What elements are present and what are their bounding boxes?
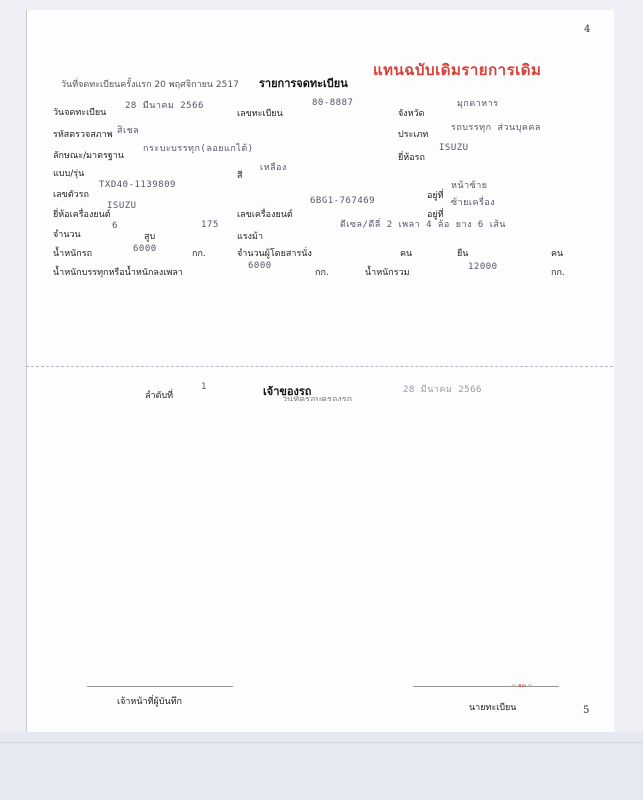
first-registered-date: วันที่จดทะเบียนครั้งแรก 20 พฤศจิกายน 2517 <box>61 80 239 90</box>
fuel-axles-value: ดีเซล/ดีลี่ 2 เพลา 4 ล้อ ยาง 6 เส้น <box>340 220 506 230</box>
owner-title: เจ้าของรถ <box>263 385 312 398</box>
reg-date-label: วันจดทะเบียน <box>53 108 107 118</box>
cylinder-label: สูบ <box>144 232 156 242</box>
province-value: มุกดาหาร <box>457 99 499 109</box>
inspect-code-label: รหัสตรวจสภาพ <box>53 130 113 140</box>
gross-weight-value: 12000 <box>468 262 498 272</box>
page-number-top: 4 <box>584 24 591 35</box>
inspect-code-value: สิเชล <box>117 126 140 136</box>
province-label: จังหวัด <box>398 109 425 119</box>
owner-partial-text: วันที่ครอบครองรถ <box>282 396 353 401</box>
brand-value: ISUZU <box>439 143 469 153</box>
horsepower-label: แรงม้า <box>237 232 264 242</box>
load-label: น้ำหนักบรรทุกหรือน้ำหนักลงเพลา <box>53 268 183 278</box>
char-std-label: ลักษณะ/มาตรฐาน <box>53 151 124 161</box>
owner-date: 28 มีนาคม 2566 <box>403 385 482 395</box>
type-label: ประเภท <box>398 130 429 140</box>
load-value: 6000 <box>248 261 272 271</box>
engine-brand-label: ยี่ห้อเครื่องยนต์ <box>53 210 111 220</box>
engine-location-label: อยู่ที่ <box>427 210 444 220</box>
chassis-location-label: อยู่ที่ <box>427 191 444 201</box>
engine-no-value: 6BG1-767469 <box>310 196 376 206</box>
owner-partial-clip <box>282 396 400 401</box>
brand-label: ยี่ห้อรถ <box>398 153 425 163</box>
replacement-stamp: แทนฉบับเดิมรายการเดิม <box>373 61 542 79</box>
weight-unit: กก. <box>192 249 206 259</box>
gross-weight-unit: กก. <box>551 268 565 278</box>
page-fold-line <box>26 366 613 367</box>
order-value: 1 <box>201 382 207 392</box>
model-label: แบบ/รุ่น <box>53 169 85 179</box>
order-label: ลำดับที่ <box>145 391 174 401</box>
reg-no-value: 80-8887 <box>312 98 354 108</box>
char-std-value: กระบะบรรทุก(ลอยแกไต้) <box>143 144 254 154</box>
count-label: จำนวน <box>53 230 81 240</box>
registrar-mark: ~ ๑๓ ~ <box>511 682 533 689</box>
gross-weight-label: น้ำหนักรวม <box>365 268 410 278</box>
chassis-label: เลขตัวรถ <box>53 190 89 200</box>
registrar-label: นายทะเบียน <box>469 703 517 713</box>
engine-no-label: เลขเครื่องยนต์ <box>237 210 293 220</box>
engine-location-value: ซ้ายเครื่อง <box>451 198 496 208</box>
load-unit: กก. <box>315 268 329 278</box>
reg-date-value: 28 มีนาคม 2566 <box>125 101 204 111</box>
registration-sheet <box>26 10 614 732</box>
section-title: รายการจดทะเบียน <box>259 77 348 90</box>
bottom-margin-line <box>0 742 643 743</box>
chassis-value: TXD40-1139809 <box>99 180 176 190</box>
count-value: 6 <box>112 221 118 231</box>
color-label: สี <box>237 171 243 181</box>
color-value: เหลือง <box>260 163 287 173</box>
page-number-bottom: 5 <box>583 705 590 716</box>
standing-label: ยืน <box>457 249 469 259</box>
officer-label: เจ้าหน้าที่ผู้บันทึก <box>117 697 182 707</box>
engine-brand-value: ISUZU <box>107 201 137 211</box>
weight-value: 6000 <box>133 244 157 254</box>
seats-label: จำนวนผู้โดยสารนั่ง <box>237 249 312 259</box>
chassis-location-value: หน้าซ้าย <box>451 181 488 191</box>
seat-unit: คน <box>400 249 413 259</box>
reg-no-label: เลขทะเบียน <box>237 109 283 119</box>
standing-unit: คน <box>551 249 564 259</box>
weight-label: น้ำหนักรถ <box>53 249 93 259</box>
type-value: รถบรรทุก ส่วนบุคคล <box>451 123 541 133</box>
officer-signature-line <box>87 686 233 687</box>
cc-value: 175 <box>201 220 219 230</box>
registrar-signature-line <box>413 686 559 687</box>
